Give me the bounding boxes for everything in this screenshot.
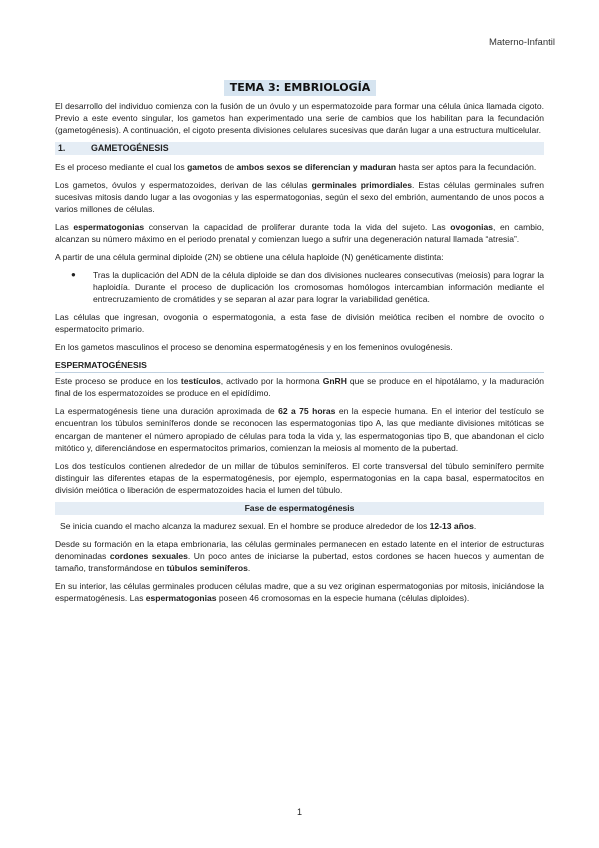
paragraph: Se inicia cuando el macho alcanza la madurez sexual. En el hombre se produce alrededor de los 12-13 años. (60, 520, 477, 531)
bullet-text: Tras la duplicación del ADN de la célula diploide se dan dos divisiones nucleares consecutivas (meiosis) para lograr la haploidía. Durante el proceso de duplicación los cromosomas homólogos intercambian información mediante el entrecruzamiento de cromátides y se separan al azar para lograr la variabilidad genética. (93, 270, 544, 305)
paragraph: Las espermatogonias conservan la capacidad de proliferar durante toda la vida del sujeto. Las ovogonias, en cambio, alcanzan su número máximo en el periodo prenatal y comienzan luego a sufrir una degeneración natural llamada “atresia”. (55, 222, 544, 245)
section-number: 1. (58, 143, 66, 154)
paragraph: Este proceso se produce en los testículos, activado por la hormona GnRH que se produce en el hipotálamo, y la maduración final de los espermatozoides se produce en el epidídimo. (55, 376, 544, 399)
bullet-list-item (55, 269, 544, 306)
page-title: TEMA 3: EMBRIOLOGÍA (224, 80, 376, 96)
section-title: GAMETOGÉNESIS (91, 143, 169, 154)
page-number: 1 (296, 807, 302, 817)
paragraph: Es el proceso mediante el cual los gametos de ambos sexos se diferencian y maduran hasta ser aptos para la fecundación. (55, 162, 537, 173)
fase-heading: Fase de espermatogénesis (55, 502, 544, 515)
intro-paragraph: El desarrollo del individuo comienza con la fusión de un óvulo y un espermatozoide para formar una célula única llamada cigoto. Previo a este evento singular, los gametos han experimentado una serie de cambios que los habilitan para la fecundación (gametogénesis). A continuación, el cigoto presenta divisiones celulares sucesivas que darán lugar a una estructura multicelular. (55, 101, 544, 136)
paragraph: Los gametos, óvulos y espermatozoides, derivan de las células germinales primordiales. Estas células germinales sufren sucesivas mitosis dando lugar a las ovogonias y las espermatogonias, según el sexo del embrión, aumentando de unos pocos a varios millones de células. (55, 180, 544, 215)
paragraph: La espermatogénesis tiene una duración aproximada de 62 a 75 horas en la especie humana. En el interior del testículo se encuentran los túbulos seminíferos donde se reconocen las espermatogonias tipo A, las que mediante divisiones mitóticas se encargan de mantener el número apropiado de células para toda la vida y, las espermatogonias tipo B, que abandonan el ciclo mitótico y, diferenciándose en espermatocitos primarios, comienzan la meiosis al momento de la pubertad. (55, 406, 545, 453)
paragraph: Las células que ingresan, ovogonia o espermatogonia, a esta fase de división meiótica reciben el nombre de ovocito o espermatocito primario. (55, 312, 544, 335)
paragraph: Desde su formación en la etapa embrionaria, las células germinales permanecen en estado latente en el interior de estructuras denominadas cordones sexuales. Un poco antes de iniciarse la pubertad, estos cordones se hacen huecos y aumentan de tamaño, transformándose en túbulos seminíferos. (55, 538, 544, 574)
document-body (55, 100, 544, 610)
bullet-icon: ● (71, 270, 76, 279)
running-header: Materno-Infantil (488, 37, 555, 48)
paragraph: En los gametos masculinos el proceso se denomina espermatogénesis y en los femeninos ovulogénesis. (55, 342, 453, 353)
paragraph: Los dos testículos contienen alrededor de un millar de túbulos seminíferos. El corte transversal del túbulo seminífero permite distinguir las diferentes etapas de la espermatogénesis, por ejemplo, espermatogonias en la capa basal, espermatocitos en división meiótica o liberación de espermatozoides hacia el lumen del túbulo. (55, 460, 544, 496)
subsection-heading-espermatogenesis: ESPERMATOGÉNESIS (55, 359, 544, 373)
section-heading-gametogenesis (55, 142, 544, 155)
paragraph: A partir de una célula germinal diploide (2N) se obtiene una célula haploide (N) genéticamente distinta: (55, 252, 444, 263)
paragraph: En su interior, las células germinales producen células madre, que a su vez originan espermatogonias por mitosis, iniciándose la espermatogénesis. Las espermatogonias poseen 46 cromosomas en la especie humana (células diploides). (55, 580, 544, 604)
